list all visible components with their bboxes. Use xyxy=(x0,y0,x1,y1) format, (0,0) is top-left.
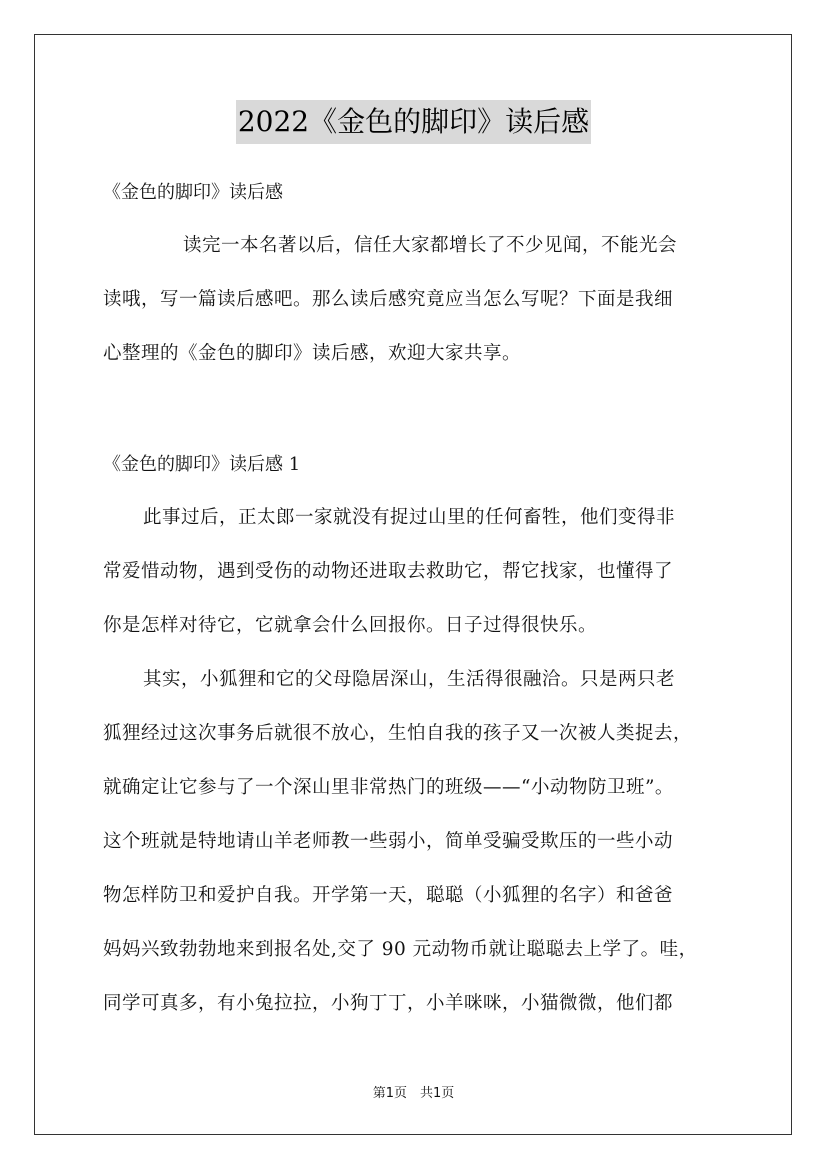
paragraph-2 xyxy=(103,653,727,1031)
intro-line-3: 心整理的《金色的脚印》读后感，欢迎大家共享。 xyxy=(103,343,522,364)
para2-line-4: 这个班就是特地请山羊老师教一些弱小，简单受骗受欺压的一些小动 xyxy=(103,831,674,852)
title-area xyxy=(0,100,827,144)
intro-line-1: 读完一本名著以后，信任大家都增长了不少见闻，不能光会 xyxy=(183,235,678,256)
section-heading-1: 《金色的脚印》读后感 1 xyxy=(103,454,301,475)
page-footer: 第1页 共1页 xyxy=(372,1086,455,1101)
intro-paragraph xyxy=(103,219,727,381)
para1-line-1: 此事过后，正太郎一家就没有捉过山里的任何畜牲，他们变得非 xyxy=(143,507,676,528)
para2-line-2: 狐狸经过这次事务后就很不放心，生怕自我的孩子又一次被人类捉去， xyxy=(103,723,693,744)
para2-line-5: 物怎样防卫和爱护自我。开学第一天，聪聪（小狐狸的名字）和爸爸 xyxy=(103,885,674,906)
document-title: 2022《金色的脚印》读后感 xyxy=(236,100,591,144)
para1-line-2: 常爱惜动物，遇到受伤的动物还进取去救助它，帮它找家，也懂得了 xyxy=(103,561,674,582)
para2-line-6: 妈妈兴致勃勃地来到报名处,交了 90 元动物币就让聪聪去上学了。哇， xyxy=(103,939,698,960)
para2-line-1: 其实，小狐狸和它的父母隐居深山，生活得很融洽。只是两只老 xyxy=(143,669,676,690)
para2-line-3: 就确定让它参与了一个深山里非常热门的班级——“小动物防卫班”。 xyxy=(103,777,674,798)
document-subtitle: 《金色的脚印》读后感 xyxy=(103,182,283,203)
para2-line-7: 同学可真多，有小兔拉拉，小狗丁丁，小羊咪咪，小猫微微，他们都 xyxy=(103,993,674,1014)
intro-line-2: 读哦，写一篇读后感吧。那么读后感究竟应当怎么写呢？下面是我细 xyxy=(103,289,674,310)
paragraph-1 xyxy=(103,491,727,653)
para1-line-3: 你是怎样对待它，它就拿会什么回报你。日子过得很快乐。 xyxy=(103,615,598,636)
